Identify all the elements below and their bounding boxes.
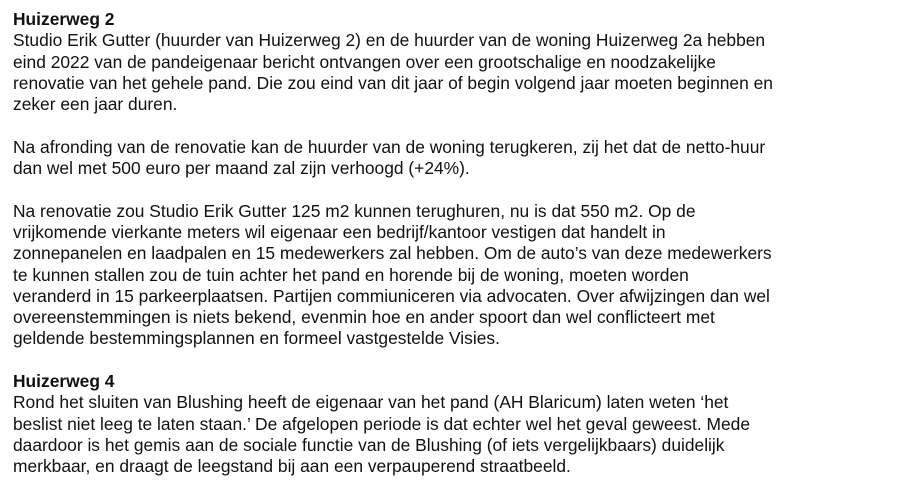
text-line: te kunnen stallen zou de tuin achter het pand en horende bij de woning, moeten worden xyxy=(13,264,689,285)
section-huizerweg-2 xyxy=(13,9,893,350)
paragraph xyxy=(13,392,893,477)
text-line: dan wel met 500 euro per maand zal zijn verhoogd (+24%). xyxy=(13,158,470,179)
text-line: Studio Erik Gutter (huurder van Huizerweg 2) en de huurder van de woning Huizerweg 2a hebben xyxy=(13,30,766,51)
text-line: geldende bestemmingsplannen en formeel vastgestelde Visies. xyxy=(13,328,500,349)
text-line: Na afronding van de renovatie kan de huurder van de woning terugkeren, zij het dat de netto-huur xyxy=(13,136,766,157)
section-heading: Huizerweg 4 xyxy=(13,371,115,392)
text-line: eind 2022 van de pandeigenaar bericht ontvangen over een grootschalige en noodzakelijke xyxy=(13,51,716,72)
paragraph xyxy=(13,137,893,180)
section-huizerweg-4 xyxy=(13,371,893,477)
text-line: renovatie van het gehele pand. Die zou eind van dit jaar of begin volgend jaar moeten beginnen en xyxy=(13,72,773,93)
text-line: beslist niet leeg te laten staan.’ De afgelopen periode is dat echter wel het geval geweest. Mede xyxy=(13,413,750,434)
text-line: merkbaar, en draagt de leegstand bij aan een verpauperend straatbeeld. xyxy=(13,456,571,477)
text-line: Rond het sluiten van Blushing heeft de eigenaar van het pand (AH Blaricum) laten weten ‘het xyxy=(13,392,729,413)
section-heading: Huizerweg 2 xyxy=(13,9,115,29)
text-line: overeenstemmingen is niets bekend, evenmin hoe en ander spoort dan wel conflicteert met xyxy=(13,307,715,328)
text-line: vrijkomende vierkante meters wil eigenaar een bedrijf/kantoor vestigen dat handelt in xyxy=(13,221,666,242)
paragraph xyxy=(13,30,893,115)
text-line: zonnepanelen en laadpalen en 15 medewerkers zal hebben. Om de auto’s van deze medewerkers xyxy=(13,243,772,264)
text-line: daardoor is het gemis aan de sociale functie van de Blushing (of iets vergelijkbaars) duidelijk xyxy=(13,434,725,455)
document xyxy=(13,9,893,478)
text-line: veranderd in 15 parkeerplaatsen. Partijen commiuniceren via advocaten. Over afwijzingen dan wel xyxy=(13,285,770,306)
paragraph xyxy=(13,201,893,350)
text-line: Na renovatie zou Studio Erik Gutter 125 m2 kunnen terughuren, nu is dat 550 m2. Op de xyxy=(13,200,696,221)
text-line: zeker een jaar duren. xyxy=(13,94,178,115)
